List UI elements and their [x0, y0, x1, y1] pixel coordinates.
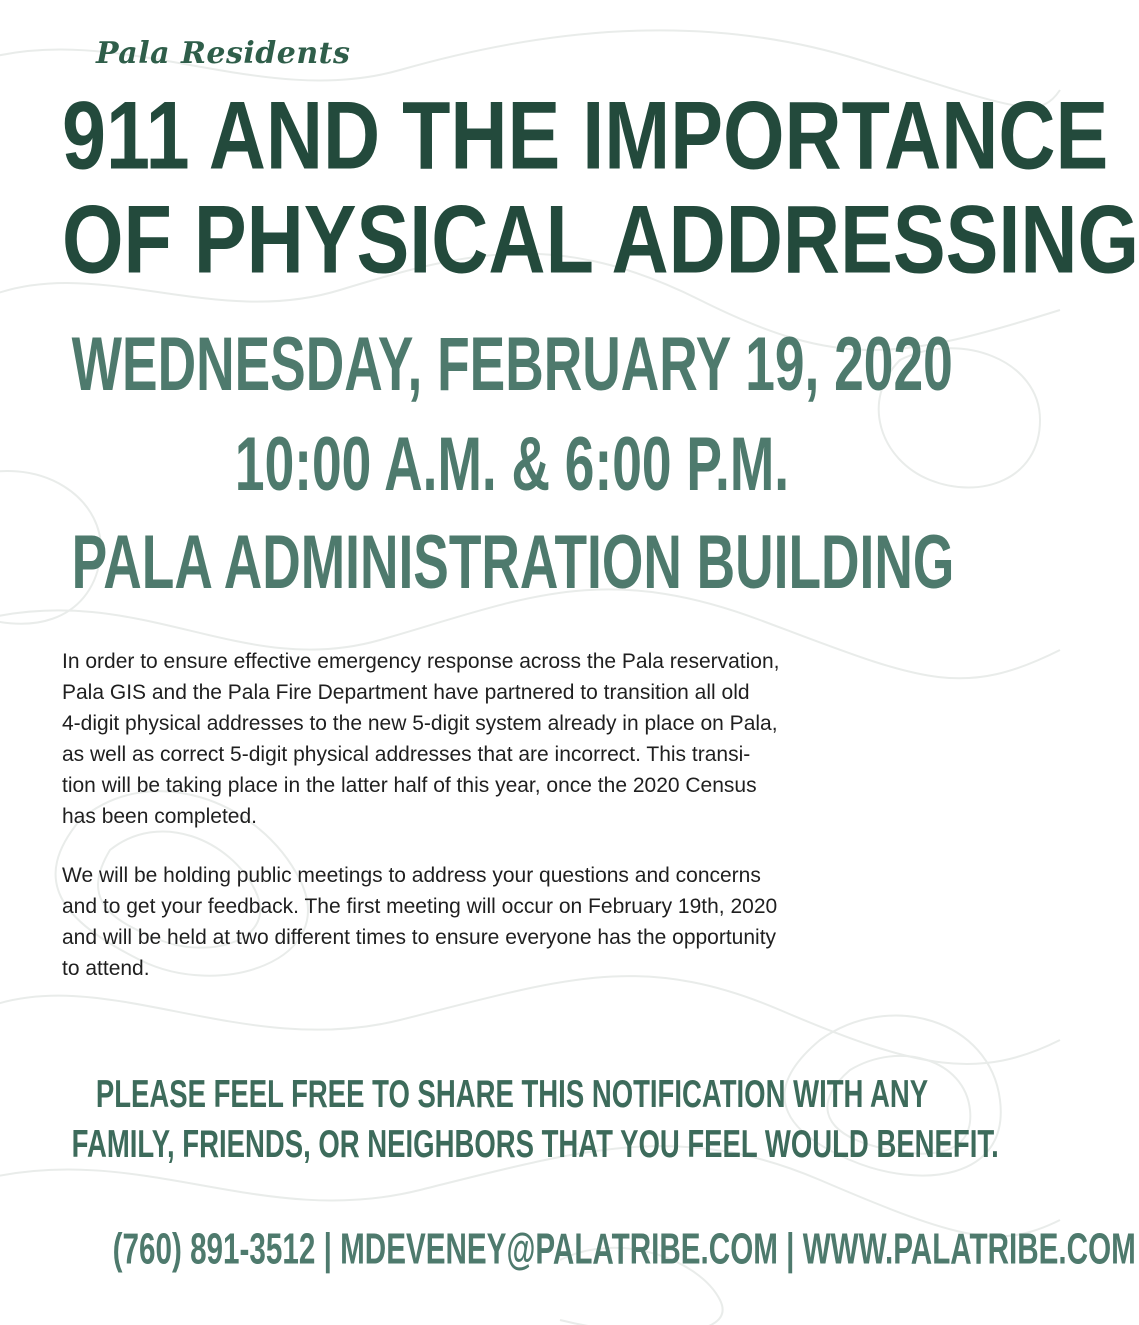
headline-line-1: 911 AND THE IMPORTANCE [62, 82, 1109, 190]
contact-info-footer: (760) 891-3512 | MDEVENEY@PALATRIBE.COM | WWW.PALATRIBE.COM [112, 1225, 1136, 1274]
intro-paragraph [62, 646, 962, 832]
event-date: WEDNESDAY, FEBRUARY 19, 2020 [71, 323, 953, 408]
headline-line-2: OF PHYSICAL ADDRESSING [62, 186, 1139, 294]
meetings-paragraph [62, 860, 962, 984]
paragraph-line: Pala GIS and the Pala Fire Department have partnered to transition all old [62, 681, 750, 704]
paragraph-line: has been completed. [62, 805, 257, 828]
paragraph-line: We will be holding public meetings to address your questions and concerns [62, 864, 761, 887]
paragraph-line: and will be held at two different times to ensure everyone has the opportunity [62, 926, 777, 949]
share-notice-line-2: FAMILY, FRIENDS, OR NEIGHBORS THAT YOU FEEL WOULD BENEFIT. [71, 1121, 999, 1166]
paragraph-line: tion will be taking place in the latter half of this year, once the 2020 Census [62, 774, 757, 797]
paragraph-line: In order to ensure effective emergency response across the Pala reservation, [62, 650, 780, 673]
event-location: PALA ADMINISTRATION BUILDING [71, 521, 955, 606]
share-notice-line-1: PLEASE FEEL FREE TO SHARE THIS NOTIFICATION WITH ANY [95, 1071, 929, 1116]
paragraph-line: as well as correct 5-digit physical addresses that are incorrect. This transi- [62, 743, 751, 766]
paragraph-line: and to get your feedback. The first meeting will occur on February 19th, 2020 [62, 895, 778, 918]
paragraph-line: to attend. [62, 957, 150, 980]
kicker-pala-residents: Pala Residents [96, 36, 351, 71]
paragraph-line: 4-digit physical addresses to the new 5-digit system already in place on Pala, [62, 712, 778, 735]
event-time: 10:00 A.M. & 6:00 P.M. [234, 423, 790, 508]
